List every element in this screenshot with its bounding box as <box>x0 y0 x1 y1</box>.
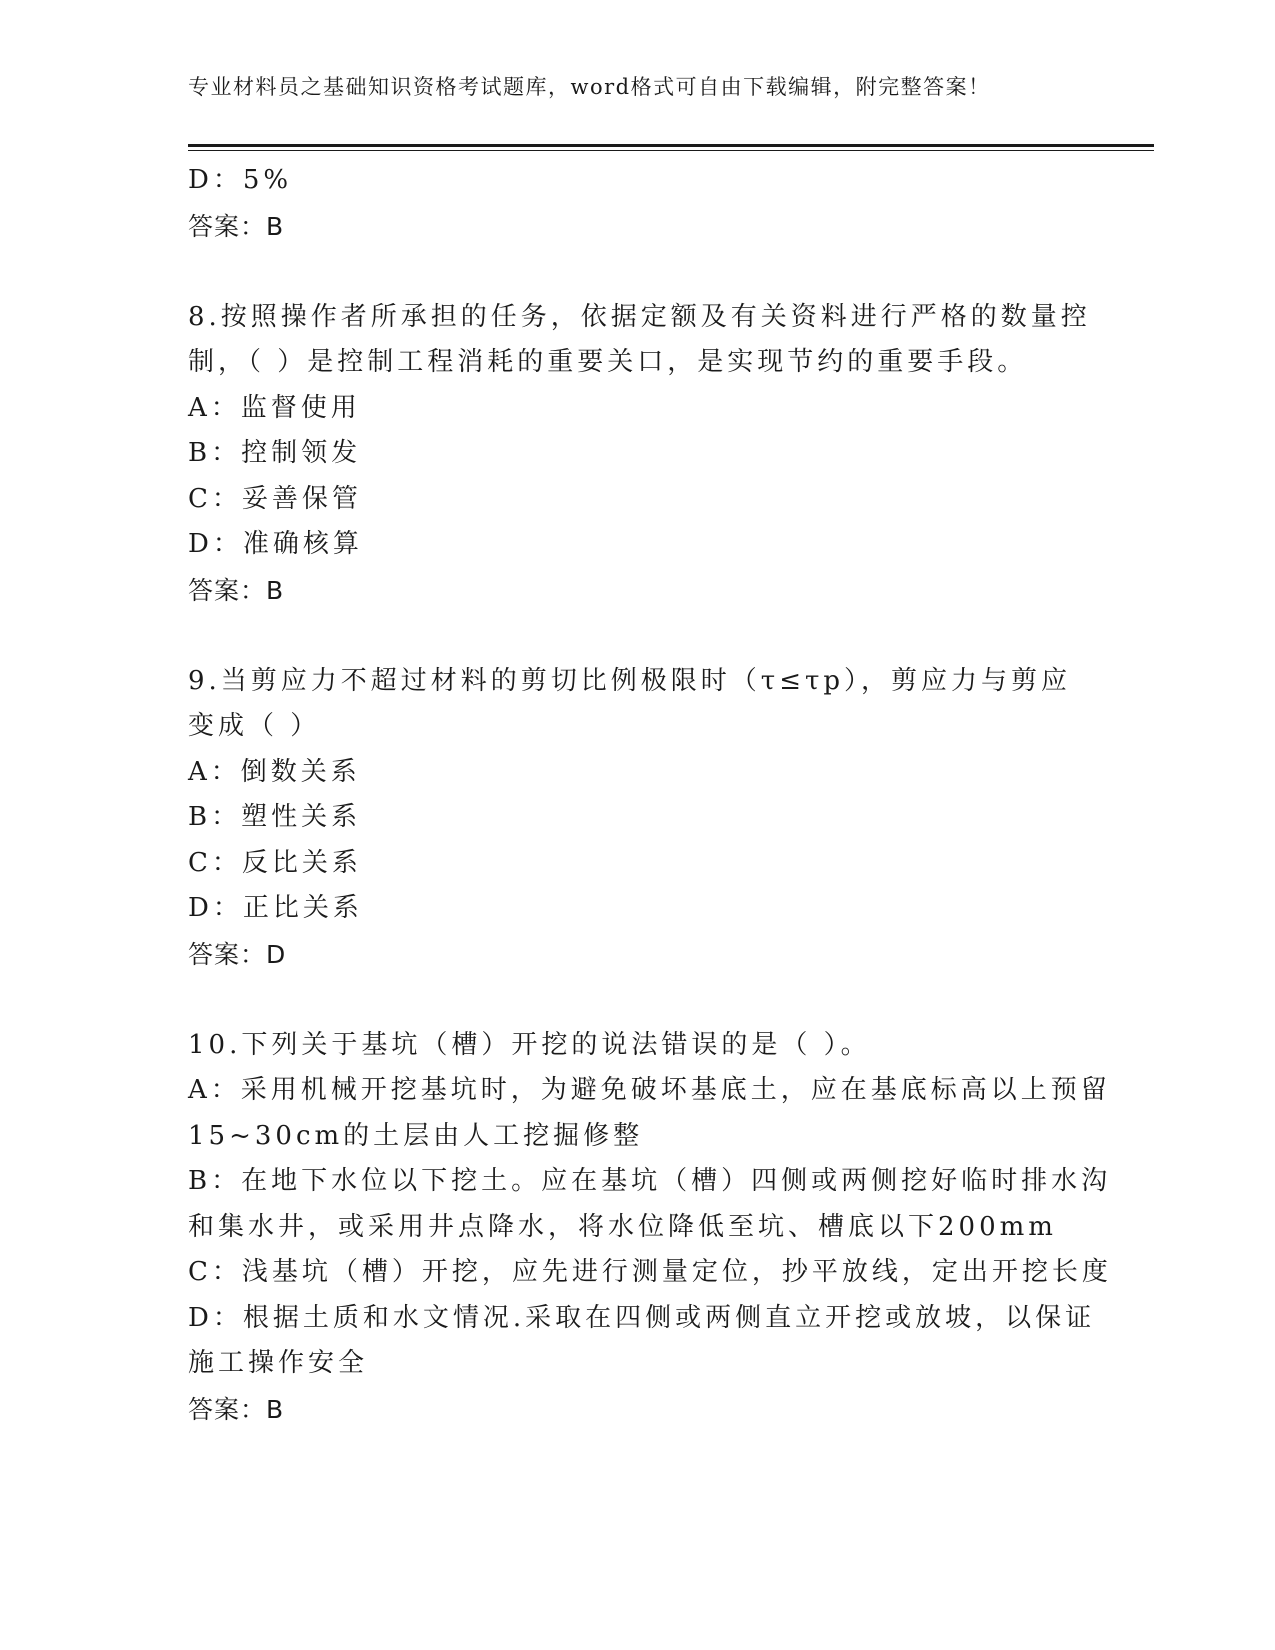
option-a: A：倒数关系 <box>188 756 361 787</box>
block-spacer <box>188 977 1088 1023</box>
answer-line: 答案：D <box>188 939 287 969</box>
header-rule-thin <box>188 150 1154 151</box>
question-text: 8.按照操作者所承担的任务，依据定额及有关资料进行严格的数量控 <box>188 301 1091 332</box>
question-text: 9.当剪应力不超过材料的剪切比例极限时（τ≤τp），剪应力与剪应 <box>188 665 1072 696</box>
option-a: A：监督使用 <box>188 392 361 423</box>
question-text: 10.下列关于基坑（槽）开挖的说法错误的是（ ）。 <box>188 1029 871 1060</box>
question-text: 变成（ ） <box>188 711 321 741</box>
option-d: D：正比关系 <box>188 893 363 923</box>
page-header: 专业材料员之基础知识资格考试题库，word格式可自由下载编辑，附完整答案！ <box>188 75 991 99</box>
answer-line: 答案：B <box>188 211 285 241</box>
option-b: B：塑性关系 <box>188 802 362 832</box>
option-a-continued: 15~30cm的土层由人工挖掘修整 <box>188 1120 644 1151</box>
question-text: 制，（ ）是控制工程消耗的重要关口，是实现节约的重要手段。 <box>188 347 1028 377</box>
question-block-9 <box>188 659 1088 978</box>
header-rule-thick <box>188 144 1154 147</box>
option-d-continued: 施工操作安全 <box>188 1348 369 1378</box>
option-c: C：浅基坑（槽）开挖，应先进行测量定位，抄平放线，定出开挖长度 <box>188 1257 1112 1287</box>
block-spacer <box>188 249 1088 295</box>
option-c: C：反比关系 <box>188 847 362 878</box>
option-d: D：准确核算 <box>188 529 363 559</box>
question-block-10 <box>188 1023 1112 1433</box>
answer-line: 答案：B <box>188 1394 285 1424</box>
answer-line: 答案：B <box>188 575 285 605</box>
question-content <box>188 158 1112 1432</box>
question-block-7-tail <box>188 158 1088 249</box>
option-d: D：根据土质和水文情况.采取在四侧或两侧直立开挖或放坡，以保证 <box>188 1302 1096 1333</box>
question-block-8 <box>188 295 1091 614</box>
option-b: B：控制领发 <box>188 438 362 468</box>
option-b: B：在地下水位以下挖土。应在基坑（槽）四侧或两侧挖好临时排水沟 <box>188 1166 1112 1196</box>
block-spacer <box>188 613 1088 659</box>
option-c: C：妥善保管 <box>188 483 362 514</box>
option-b-continued: 和集水井，或采用井点降水，将水位降低至坑、槽底以下200mm <box>188 1211 1057 1242</box>
option-a: A：采用机械开挖基坑时，为避免破坏基底土，应在基底标高以上预留 <box>188 1075 1111 1105</box>
option-d: D：5% <box>188 165 293 195</box>
